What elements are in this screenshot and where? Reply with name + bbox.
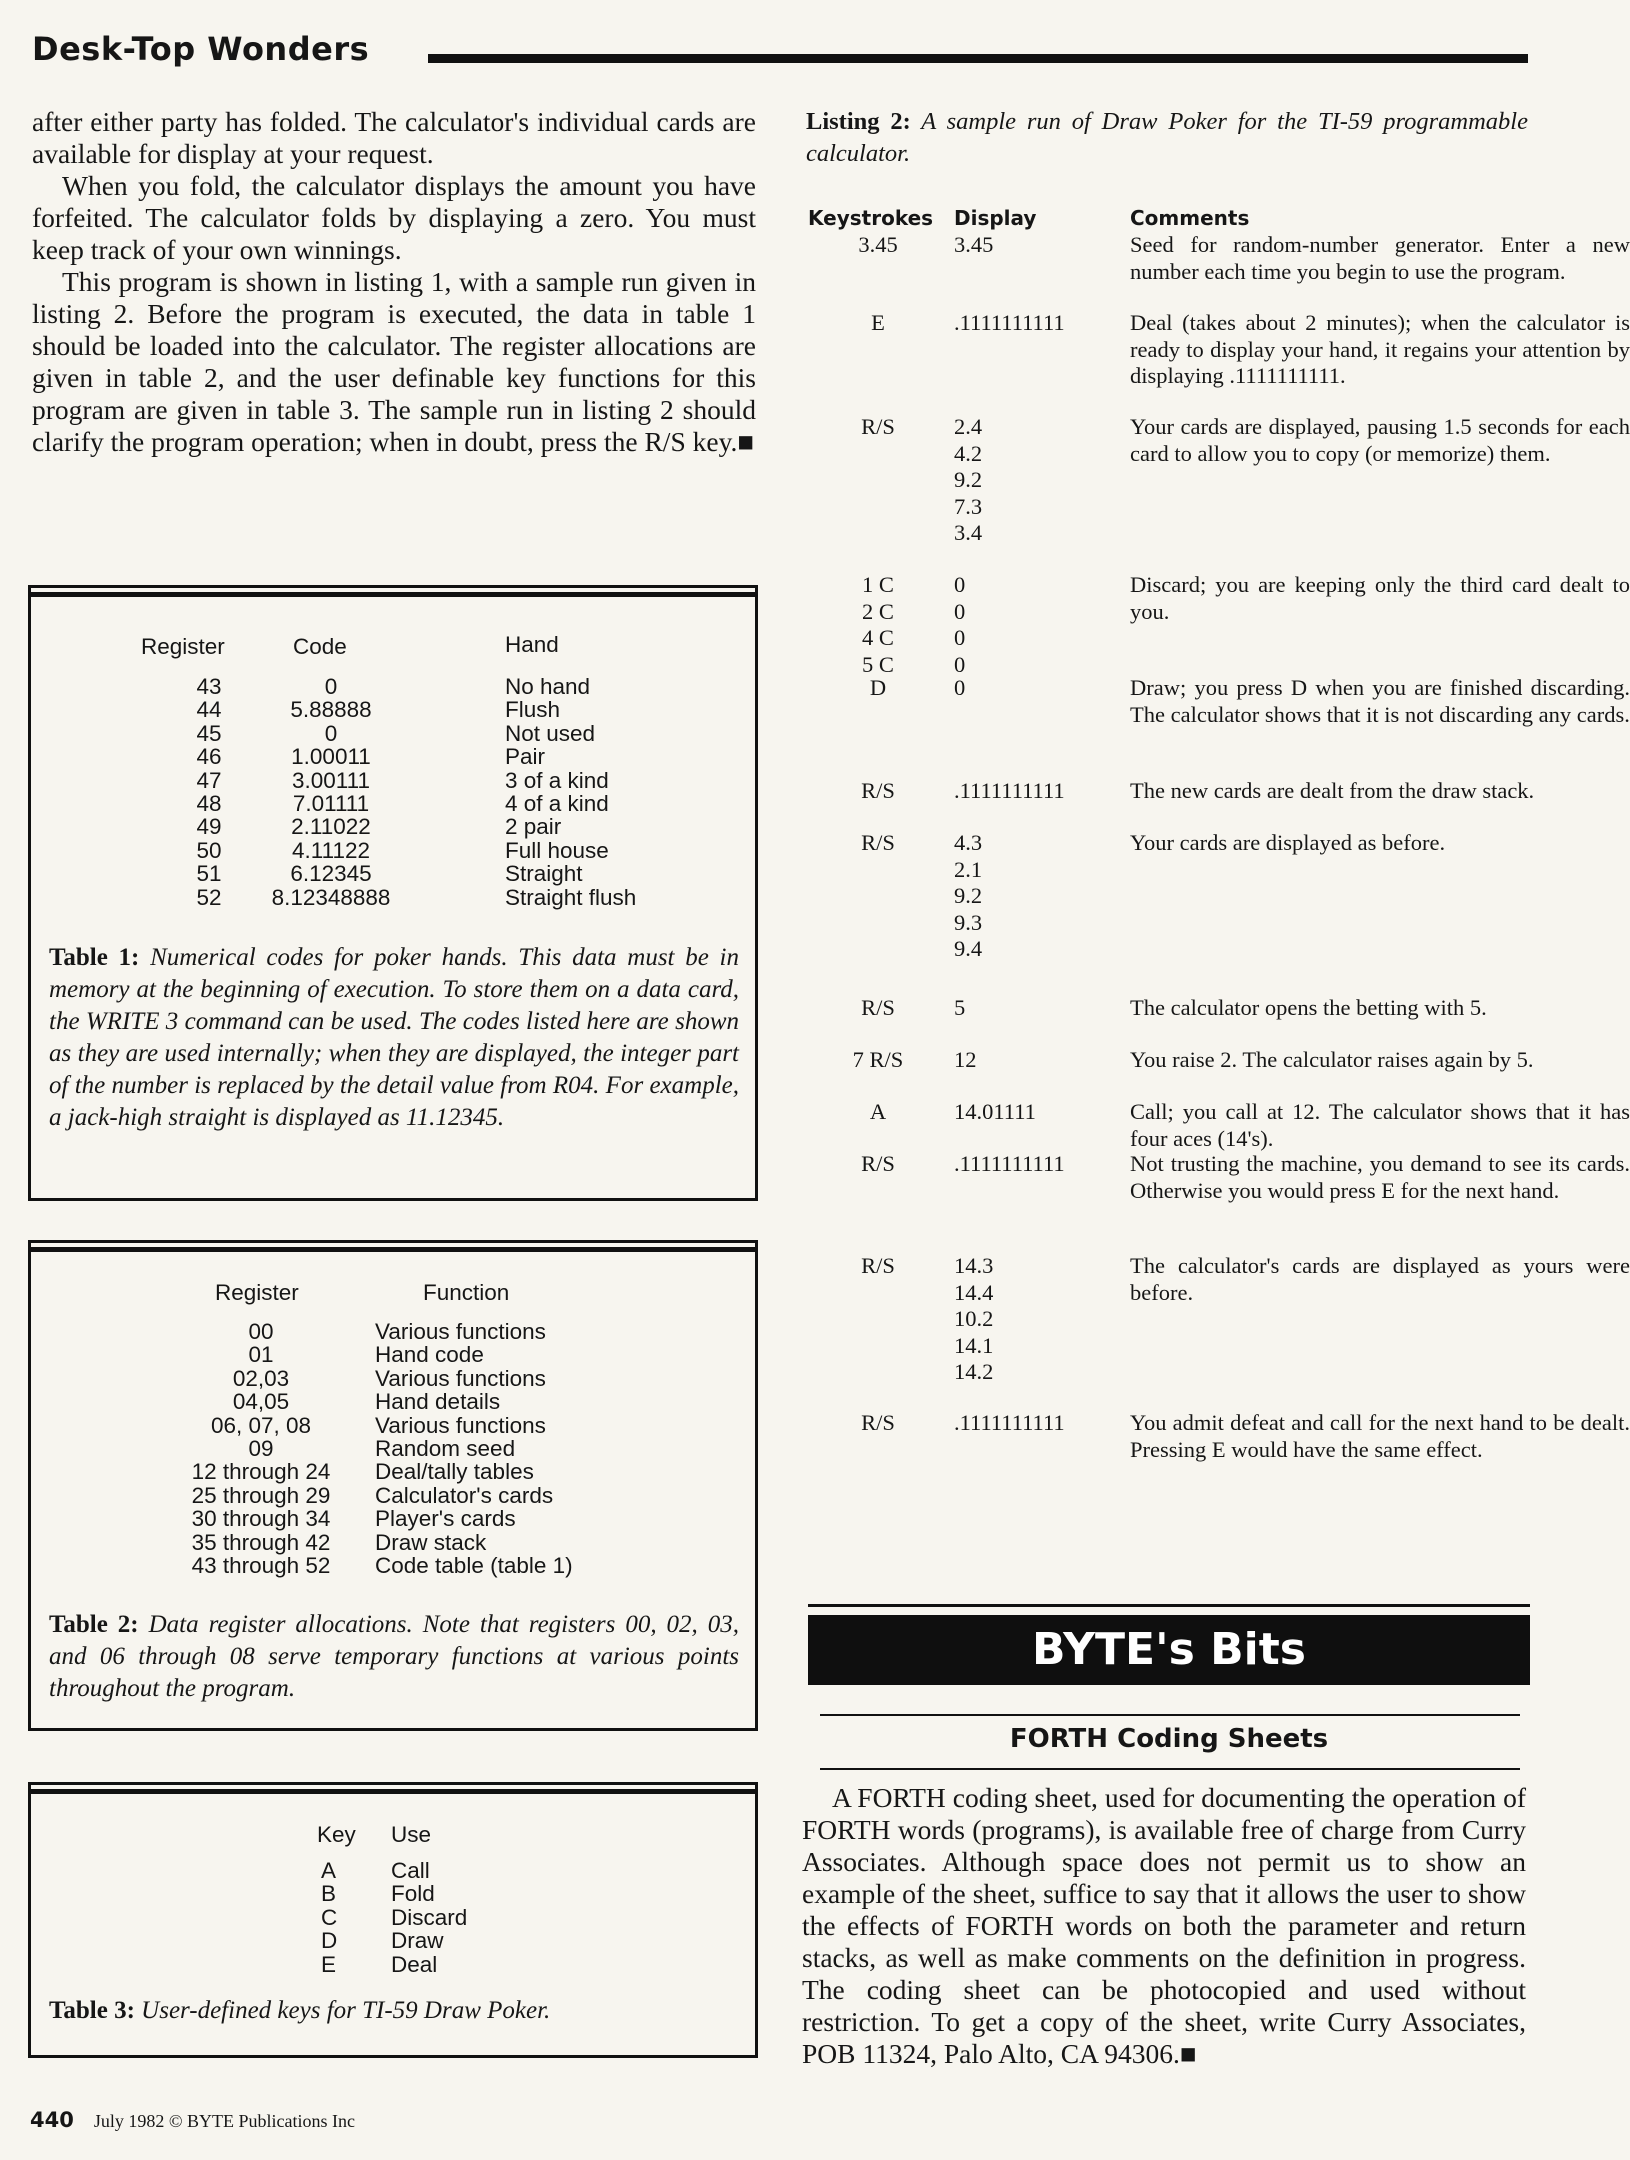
display-value: 5 — [954, 995, 966, 1020]
keystroke: R/S — [861, 995, 895, 1020]
listing-header-display: Display — [954, 206, 1037, 230]
table-cell-code: 1.00011 — [291, 744, 371, 770]
paragraph: after either party has folded. The calculator's individual cards are available for display at your request. — [32, 106, 756, 169]
display-value: 10.2 — [954, 1306, 994, 1331]
display-value: 14.4 — [954, 1279, 994, 1305]
table-2-box — [28, 1240, 758, 1731]
listing-label: Listing 2: — [806, 108, 911, 135]
listing-display — [954, 1047, 1114, 1074]
table-1-caption — [49, 942, 739, 1134]
display-value: 14.3 — [954, 1253, 994, 1278]
display-value: .1111111111 — [954, 1151, 1065, 1176]
listing-comment: The calculator's cards are displayed as yours were before. — [1130, 1253, 1630, 1305]
table-cell-function: Hand code — [375, 1342, 484, 1368]
table-cell-hand: Pair — [505, 744, 546, 770]
keystroke: R/S — [861, 1151, 895, 1176]
listing-keystrokes — [808, 1151, 948, 1178]
display-value: 9.4 — [954, 936, 983, 961]
display-value: 14.01111 — [954, 1099, 1036, 1124]
table-3-caption — [49, 1995, 739, 2027]
table-cell-key: A — [321, 1858, 337, 1883]
listing-comment: Deal (takes about 2 minutes); when the calculator is ready to display your hand, it regains your attention by displaying .1111111111. — [1130, 310, 1630, 388]
table-cell-code: 3.00111 — [292, 767, 370, 793]
table-2-caption — [49, 1609, 739, 1705]
running-header — [28, 30, 1528, 70]
display-value: .1111111111 — [954, 778, 1065, 803]
section-rule-top — [820, 1714, 1520, 1716]
table-cell-code: 4.11122 — [292, 837, 370, 863]
listing-comment: Discard; you are keeping only the third card dealt to you. — [1130, 572, 1630, 624]
table-cell-register: 43 through 52 — [191, 1552, 331, 1578]
keystroke: 7 R/S — [852, 1047, 904, 1072]
table-cell-register: 43 — [196, 674, 222, 699]
display-value: 0 — [954, 651, 966, 677]
listing-keystrokes — [808, 675, 948, 702]
table-cell-hand: Full house — [505, 837, 609, 863]
table-cell-function: Deal/tally tables — [375, 1459, 534, 1485]
table-cell-hand: 2 pair — [505, 814, 562, 840]
caption-text: Data register allocations. Note that registers 00, 02, 03, and 06 through 08 serve temporary functions at various points throughout the program. — [49, 1611, 740, 1702]
display-value: 9.3 — [954, 909, 983, 935]
table-cell-code: 0 — [324, 674, 338, 699]
caption-label: Table 3: — [49, 1997, 135, 2024]
table-cell-function: Various functions — [375, 1365, 546, 1391]
listing-comment: The new cards are dealt from the draw stack. — [1130, 778, 1535, 803]
listing-display — [954, 1099, 1114, 1126]
table-3-box — [28, 1782, 758, 2058]
caption-label: Table 1: — [49, 944, 140, 971]
table-cell-code: 5.88888 — [290, 697, 372, 723]
table-cell-code: 6.12345 — [290, 861, 372, 887]
table-cell-register: 48 — [196, 790, 222, 816]
table-cell-function: Calculator's cards — [375, 1482, 554, 1508]
table-cell-register: 49 — [196, 814, 222, 840]
table-cell-code: 0 — [324, 720, 338, 746]
listing-display — [954, 232, 1114, 259]
display-value: 0 — [954, 625, 966, 650]
table-3-header-key: Key — [317, 1822, 356, 1847]
caption-text: Numerical codes for poker hands. This data must be in memory at the beginning of execution. To store them on a data card, the WRITE 3 command can be used. The codes listed here are shown as they are used internally; when they are displayed, the integer part of the number is replaced by the detail value from R04. For example, a jack-high straight is displayed as 11.12345. — [49, 944, 740, 1131]
table-1-hand-column — [505, 675, 725, 909]
table-cell-register: 09 — [248, 1435, 274, 1461]
paragraph: This program is shown in listing 1, with a sample run given in listing 2. Before the program is executed, the data in table 1 should be loaded into the calculator. The register allocations are given in table 2, and the user definable key functions for this program are given in table 3. The sample run in listing 2 should clarify the program operation; when in doubt, press the R/S key.■ — [32, 266, 756, 457]
table-cell-register: 51 — [196, 861, 222, 887]
display-value: .1111111111 — [954, 310, 1065, 335]
caption-text: User-defined keys for TI-59 Draw Poker. — [141, 1997, 551, 2024]
listing-2-title — [806, 106, 1528, 170]
listing-comment: Not trusting the machine, you demand to see its cards. Otherwise you would press E for the next hand. — [1130, 1151, 1630, 1203]
table-cell-hand: Straight flush — [505, 884, 637, 910]
header-title: Desk-Top Wonders — [32, 30, 370, 68]
footer-info: July 1982 © BYTE Publications Inc — [93, 2111, 356, 2131]
listing-keystrokes — [808, 1253, 948, 1280]
display-value: 2.4 — [954, 414, 983, 439]
bits-heading: FORTH Coding Sheets — [1009, 1724, 1329, 1754]
caption-label: Table 2: — [49, 1611, 139, 1638]
listing-comment: The calculator opens the betting with 5. — [1130, 995, 1487, 1020]
banner-rule-top — [808, 1604, 1530, 1607]
page-number: 440 — [30, 2108, 74, 2132]
listing-comment: Draw; you press D when you are finished discarding. The calculator shows that it is not discarding any cards. — [1130, 675, 1630, 727]
table-2-function-column — [375, 1320, 675, 1577]
display-value: 12 — [954, 1047, 977, 1072]
section-rule-bottom — [820, 1768, 1520, 1770]
listing-keystrokes — [808, 1410, 948, 1437]
keystroke: R/S — [861, 778, 895, 803]
table-cell-use: Fold — [391, 1881, 435, 1907]
listing-comment: You raise 2. The calculator raises again by 5. — [1130, 1047, 1534, 1072]
listing-comment: Your cards are displayed as before. — [1130, 830, 1446, 855]
listing-header-keystrokes: Keystrokes — [808, 206, 934, 230]
listing-keystrokes — [808, 830, 948, 857]
table-cell-function: Draw stack — [375, 1529, 487, 1555]
table-cell-use: Call — [391, 1858, 430, 1883]
table-cell-register: 02,03 — [232, 1365, 290, 1391]
display-value: 0 — [954, 598, 966, 624]
display-value: 0 — [954, 572, 966, 597]
table-cell-use: Discard — [391, 1904, 468, 1930]
listing-comment: Seed for random-number generator. Enter a new number each time you begin to use the program. — [1130, 232, 1630, 284]
keystroke: R/S — [861, 830, 895, 855]
table-cell-hand: No hand — [505, 674, 591, 699]
table-cell-register: 12 through 24 — [191, 1459, 331, 1485]
keystroke: R/S — [861, 1410, 895, 1435]
listing-comment: Your cards are displayed, pausing 1.5 seconds for each card to allow you to copy (or memorize) them. — [1130, 414, 1630, 466]
display-value: 4.3 — [954, 830, 983, 855]
table-cell-key: B — [321, 1881, 337, 1907]
listing-keystrokes — [808, 572, 948, 678]
listing-header-comments: Comments — [1130, 206, 1250, 230]
table-cell-register: 06, 07, 08 — [210, 1412, 312, 1438]
display-value: 7.3 — [954, 493, 983, 519]
listing-keystrokes — [808, 1047, 948, 1074]
table-cell-use: Deal — [391, 1951, 438, 1977]
listing-comment: You admit defeat and call for the next hand to be dealt. Pressing E would have the same effect. — [1130, 1410, 1630, 1462]
table-cell-function: Hand details — [375, 1389, 501, 1415]
table-cell-register: 50 — [196, 837, 222, 863]
table-2-register-column — [161, 1320, 361, 1577]
table-cell-function: Code table (table 1) — [375, 1552, 573, 1578]
keystroke: E — [871, 310, 885, 335]
listing-keystrokes — [808, 1099, 948, 1126]
table-1-header-register: Register — [141, 634, 225, 659]
table-cell-register: 30 through 34 — [191, 1506, 331, 1532]
keystroke: 5 C — [862, 651, 894, 677]
table-cell-register: 01 — [248, 1342, 274, 1368]
page-footer — [30, 2108, 355, 2132]
table-cell-function: Player's cards — [375, 1506, 516, 1532]
table-cell-register: 25 through 29 — [191, 1482, 331, 1508]
display-value: 9.2 — [954, 467, 983, 492]
listing-keystrokes — [808, 310, 948, 337]
table-cell-function: Random seed — [375, 1435, 516, 1461]
table-2-header-register: Register — [215, 1280, 299, 1305]
table-1-register-column — [169, 675, 249, 909]
listing-display — [954, 1253, 1114, 1386]
table-cell-key: E — [321, 1951, 337, 1977]
listing-display — [954, 414, 1114, 547]
listing-display — [954, 778, 1114, 805]
display-value: 0 — [954, 675, 966, 700]
listing-comment: Call; you call at 12. The calculator shows that it has four aces (14's). — [1130, 1099, 1630, 1151]
table-1-box — [28, 585, 758, 1201]
table-cell-code: 2.11022 — [291, 814, 371, 840]
table-cell-hand: Straight — [505, 861, 583, 887]
listing-title-text: A sample run of Draw Poker for the TI-59 programmable calculator. — [806, 108, 1528, 167]
table-1-header-hand: Hand — [505, 632, 559, 657]
table-cell-hand: 3 of a kind — [505, 767, 609, 793]
table-cell-register: 47 — [196, 767, 222, 793]
table-cell-code: 7.01111 — [292, 790, 370, 816]
keystroke: A — [869, 1099, 887, 1124]
listing-display — [954, 1151, 1114, 1178]
display-value: 14.2 — [954, 1359, 994, 1384]
table-cell-register: 04,05 — [232, 1389, 290, 1415]
listing-display — [954, 830, 1114, 963]
keystroke: 2 C — [862, 598, 894, 624]
listing-display — [954, 310, 1114, 337]
keystroke: 4 C — [862, 625, 894, 650]
table-3-key-column — [321, 1859, 361, 1976]
table-cell-key: C — [321, 1904, 338, 1930]
listing-display — [954, 572, 1114, 678]
table-cell-hand: Flush — [505, 697, 561, 723]
table-cell-register: 00 — [248, 1319, 274, 1344]
display-value: 9.2 — [954, 883, 983, 908]
keystroke: D — [869, 675, 887, 700]
table-cell-register: 44 — [196, 697, 222, 723]
table-cell-code: 8.12348888 — [271, 884, 391, 910]
keystroke: 1 C — [862, 572, 894, 597]
table-1-header-code: Code — [293, 634, 347, 659]
table-cell-register: 45 — [196, 720, 222, 746]
keystroke: R/S — [861, 1253, 895, 1278]
display-value: .1111111111 — [954, 1410, 1065, 1435]
paragraph: When you fold, the calculator displays the amount you have forfeited. The calculator folds by displaying a zero. You must keep track of your own winnings. — [32, 170, 756, 265]
table-3-header-use: Use — [391, 1822, 432, 1847]
table-cell-key: D — [321, 1928, 338, 1954]
header-rule — [428, 54, 1528, 63]
listing-keystrokes — [808, 414, 948, 441]
table-cell-register: 46 — [196, 744, 222, 770]
display-value: 14.1 — [954, 1332, 994, 1358]
listing-display — [954, 1410, 1114, 1437]
display-value: 3.45 — [954, 232, 994, 257]
keystroke: R/S — [861, 414, 895, 439]
table-cell-function: Various functions — [375, 1412, 546, 1438]
table-cell-register: 52 — [196, 884, 222, 910]
bytes-bits-banner: BYTE's Bits — [808, 1615, 1530, 1685]
table-cell-function: Various functions — [375, 1319, 546, 1344]
bits-text: A FORTH coding sheet, used for documenting the operation of FORTH words (programs), is available free of charge from Curry Associates. Although space does not permit us to show an example of the sheet, suffice to say that it allows the user to show the effects of FORTH words on both the parameter and return stacks, as well as make comments on the definition in progress. The coding sheet can be photocopied and used without restriction. To get a copy of the sheet, write Curry Associates, POB 11324, Palo Alto, CA 94306.■ — [802, 1782, 1526, 2069]
listing-keystrokes — [808, 778, 948, 805]
listing-keystrokes — [808, 232, 948, 259]
table-cell-use: Draw — [391, 1928, 444, 1954]
table-1-code-column — [261, 675, 401, 909]
table-2-header-function: Function — [423, 1280, 510, 1305]
display-value: 3.4 — [954, 520, 983, 545]
table-cell-hand: 4 of a kind — [505, 790, 609, 816]
display-value: 4.2 — [954, 440, 983, 466]
table-3-use-column — [391, 1859, 551, 1976]
listing-2-body — [808, 232, 1630, 1502]
display-value: 2.1 — [954, 856, 983, 882]
listing-display — [954, 995, 1114, 1022]
table-cell-register: 35 through 42 — [191, 1529, 331, 1555]
listing-keystrokes — [808, 995, 948, 1022]
keystroke: 3.45 — [858, 232, 898, 257]
listing-display — [954, 675, 1114, 702]
table-cell-hand: Not used — [505, 720, 596, 746]
left-column-text — [32, 106, 756, 458]
